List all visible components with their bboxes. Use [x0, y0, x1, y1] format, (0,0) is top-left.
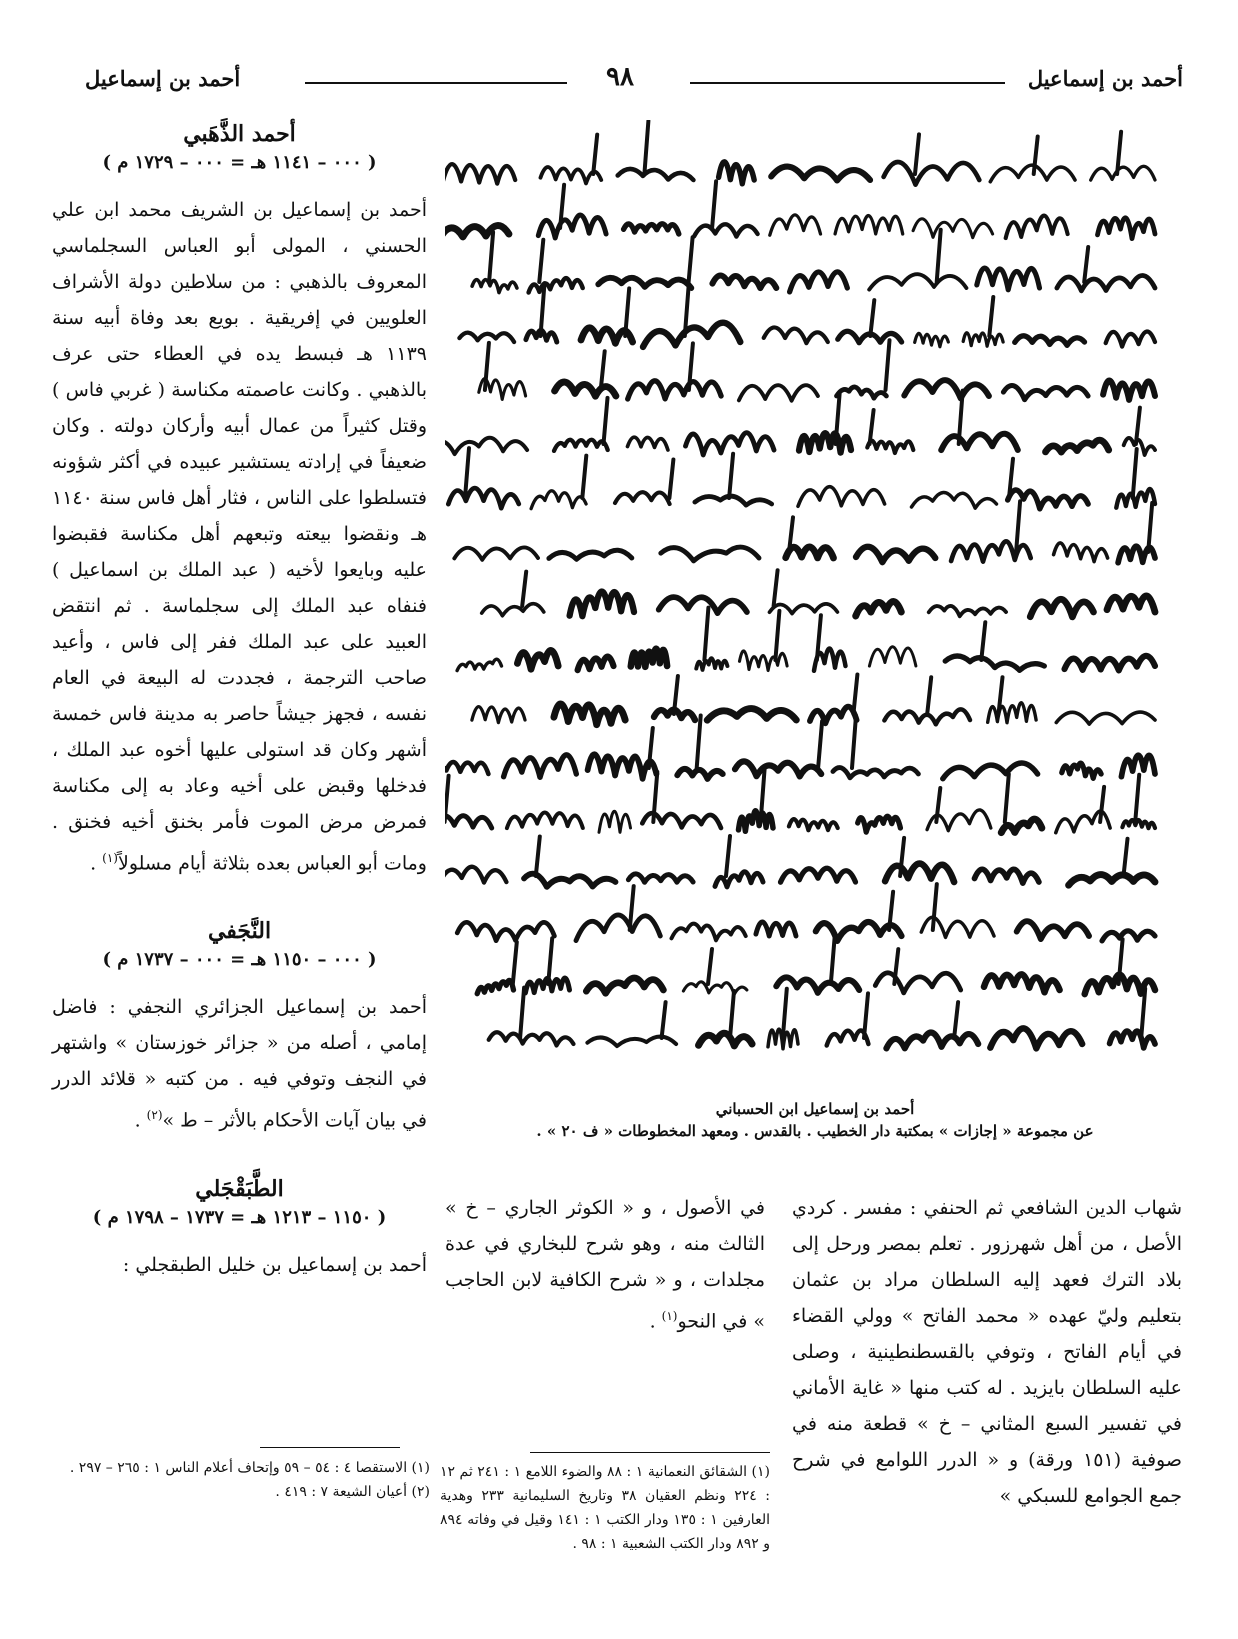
handwriting-stroke	[504, 755, 577, 777]
handwriting-stroke	[1062, 763, 1101, 778]
handwriting-stroke	[1065, 656, 1156, 671]
handwriting-stroke	[915, 134, 919, 174]
handwriting-stroke	[586, 978, 663, 993]
handwriting-stroke	[853, 675, 857, 715]
handwriting-stroke	[694, 224, 758, 236]
entry-tabaqjali	[52, 1173, 427, 1283]
entry-body-text: أحمد بن إسماعيل بن الشريف محمد ابن علي الحسني ، المولى أبو العباس السجلماسي المعروف بالذهبي : من سلاطين دولة الأشراف العلويين في إفريقية . بويع بعد وفاة أبيه سنة ١١٣٩ هـ فبسط يده في العطاء حتى عرف بالذهبي . وكانت عاصمته مكناسة ( غربي فاس ) وقتل كثيراً من عمال أبيه وأركان دولته . وكان ضعيفاً في إرادته يستشير عبيده في أكثر شؤونه فتسلطوا على الناس ، فثار أهل فاس سنة ١١٤٠ هـ ونقضوا بيعته وتبعهم أهل مكناسة فقبضوا عليه وبايعوا لأخيه ( عبد الملك بن اسماعيل ) فنفاه عبد الملك إلى سجلماسة . ثم انتقض العبيد على عبد الملك ففر إلى فاس ، وأعيد صاحب الترجمة ، فجددت له البيعة في العام نفسه ، فجهز جيشاً حاصر به مدينة فاس خمسة أشهر وكان قد استولى عليها أخوه عبد الملك ، فدخلها وقبض على أخيه وعاد به إلى مكناسة فمرض مرض الموت فأمر بخنق أخيه فخنق . ومات أبو العباس بعده بثلاثة أيام مسلولاً	[52, 199, 427, 875]
right-bottom-column: شهاب الدين الشافعي ثم الحنفي : مفسر . كردي الأصل ، من أهل شهرزور . تعلم بمصر ورحل إلى بلاد الترك فعهد إليه السلطان مراد بن عثمان بتعليم وليّ عهده « محمد الفاتح » وولي القضاء في أيام الفاتح ، وتوفي بالقسطنطينية ، وصلى عليه السلطان بايزيد . له كتب منها « غاية الأماني في تفسير السبع المثاني – خ » قطعة منه في صوفية (١٥١ ورقة) و « الدرر اللوامع في شرح جمع الجوامع للسبكي »	[792, 1197, 1182, 1507]
handwriting-stroke	[531, 491, 586, 509]
manuscript-caption	[440, 1098, 1190, 1142]
handwriting-stroke	[1103, 381, 1155, 400]
middle-body-text: في الأصول ، و « الكوثر الجاري – خ » الثالث منه ، وهو شرح للبخاري في عدة مجلدات ، و « شرح الكافية لابن الحاجب » في النحو	[445, 1197, 765, 1333]
handwriting-stroke	[696, 658, 727, 670]
entry-dates: ( ١١٥٠ – ١٢١٣ هـ = ١٧٣٧ – ١٧٩٨ م )	[92, 1206, 387, 1228]
entry-body-text: أحمد بن إسماعيل الجزائري النجفي : فاضل إمامي ، أصله من « جزائر خوزستان » واشتهر في النجف وتوفي فيه . من كتبه « قلائد الدرر في بيان آيات الأحكام بالأثر – ط »	[52, 996, 427, 1132]
handwriting-stroke	[1107, 596, 1155, 612]
entry-title: الطَّبَقْجَلي	[195, 1175, 284, 1202]
handwriting-stroke	[578, 657, 614, 671]
handwriting-stroke	[1003, 386, 1088, 400]
header-rule-right	[690, 82, 1005, 84]
handwriting-stroke	[457, 659, 501, 670]
handwriting-stroke	[833, 768, 919, 778]
handwriting-stroke	[1106, 332, 1155, 347]
handwriting-stroke	[672, 924, 746, 941]
middle-footnotes: (١) الشقائق النعمانية ١ : ٨٨ والضوء اللامع ١ : ٢٤١ ثم ١٢ : ٢٢٤ ونظم العقيان ٣٨ وتاريخ السليمانية ٢٣٣ وهدية العارفين ١ : ١٣٥ ودار الكتب ١ : ١٤١ وقيل في وفاته ٨٩٤ و ٨٩٢ ودار الكتب الشعبية ١ : ٩٨ .	[440, 1464, 771, 1552]
handwriting-stroke	[683, 982, 747, 995]
left-footnotes	[50, 1456, 430, 1504]
middle-bottom-column	[445, 1190, 765, 1339]
handwriting-stroke	[454, 547, 538, 559]
handwriting-stroke	[707, 709, 796, 721]
handwriting-stroke	[867, 441, 913, 453]
handwriting-stroke	[886, 1033, 978, 1049]
handwriting-stroke	[459, 333, 514, 342]
handwriting-stroke	[1091, 166, 1155, 180]
handwriting-stroke	[858, 816, 901, 832]
handwriting-stroke	[599, 811, 631, 832]
running-head-left: أحمد بن إسماعيل	[85, 66, 241, 91]
handwriting-stroke	[1133, 449, 1137, 498]
handwriting-stroke	[837, 387, 887, 398]
handwriting-stroke	[669, 460, 673, 499]
handwriting-stroke	[472, 707, 525, 723]
handwriting-stroke	[945, 656, 1044, 670]
handwriting-stroke	[628, 437, 668, 450]
footnote-rule-left	[260, 1447, 400, 1448]
handwriting-stroke	[522, 572, 526, 606]
handwriting-stroke	[1005, 774, 1009, 822]
handwriting-stroke	[1015, 336, 1085, 346]
handwriting-stroke	[517, 650, 558, 669]
handwriting-stroke	[1001, 819, 1042, 832]
handwriting-stroke	[548, 938, 552, 984]
handwriting-stroke	[588, 754, 657, 779]
handwriting-stroke	[555, 382, 616, 396]
handwriting-stroke	[929, 606, 1006, 616]
handwriting-stroke	[852, 716, 856, 768]
handwriting-stroke	[615, 492, 670, 504]
handwriting-stroke	[489, 1032, 574, 1045]
handwriting-stroke	[856, 547, 935, 562]
handwriting-stroke	[482, 604, 544, 616]
entry-body: أحمد بن إسماعيل الجزائري النجفي : فاضل إمامي ، أصله من « جزائر خوزستان » واشتهر في النجف وتوفي فيه . من كتبه « قلائد الدرر في بيان آيات الأحكام بالأثر – ط »$^{(٢)}$ .	[52, 996, 427, 1132]
handwriting-stroke	[520, 988, 524, 1038]
handwriting-stroke	[1057, 276, 1155, 291]
handwriting-stroke	[915, 333, 949, 346]
entry-title: أحمد الذَّهَبي	[183, 121, 296, 147]
handwriting-stroke	[990, 1028, 1082, 1048]
handwriting-stroke	[593, 135, 597, 174]
handwriting-stroke	[730, 991, 734, 1038]
handwriting-stroke	[472, 280, 517, 293]
handwriting-stroke	[445, 438, 527, 454]
handwriting-stroke	[1017, 921, 1089, 939]
handwriting-stroke	[598, 278, 691, 288]
handwriting-stroke	[954, 1002, 958, 1038]
handwriting-stroke	[1124, 839, 1128, 876]
handwriting-stroke	[977, 268, 1040, 290]
handwriting-stroke	[529, 278, 583, 292]
handwriting-stroke	[984, 974, 1060, 992]
handwriting-stroke	[789, 819, 838, 830]
handwriting-stroke	[507, 813, 583, 829]
handwriting-stroke	[869, 274, 966, 289]
handwriting-stroke	[618, 169, 694, 180]
handwriting-stroke	[445, 762, 488, 778]
handwriting-stroke	[1046, 440, 1109, 452]
handwriting-stroke	[943, 763, 1038, 779]
handwriting-stroke	[1102, 931, 1155, 941]
entry-najafi	[52, 915, 427, 1138]
handwriting-stroke	[686, 433, 775, 455]
handwriting-stroke	[1069, 875, 1155, 886]
handwriting-stroke	[662, 1002, 666, 1038]
handwriting-stroke	[708, 949, 712, 984]
handwriting-stroke	[771, 167, 870, 181]
handwriting-stroke	[799, 433, 851, 452]
handwriting-stroke	[1030, 599, 1093, 617]
handwriting-stroke	[644, 121, 648, 174]
handwriting-stroke	[445, 814, 492, 828]
handwriting-stroke	[549, 550, 632, 559]
handwriting-stroke	[904, 380, 989, 398]
handwriting-stroke	[933, 884, 937, 930]
handwriting-stroke	[1006, 216, 1068, 238]
page-number: ٩٨	[606, 62, 634, 92]
handwriting-stroke	[798, 487, 885, 507]
left-column	[52, 118, 427, 1283]
handwriting-stroke	[1148, 503, 1152, 552]
handwriting-stroke	[697, 716, 701, 769]
handwriting-stroke	[941, 434, 1018, 450]
handwriting-stroke	[735, 761, 821, 776]
handwriting-stroke	[554, 440, 608, 451]
footnote-2: (٢) أعيان الشيعة ٧ : ٤١٩ .	[275, 1484, 430, 1500]
handwriting-stroke	[810, 707, 857, 724]
handwriting-stroke	[712, 181, 716, 228]
handwriting-stroke	[764, 327, 828, 343]
handwriting-stroke	[631, 649, 667, 667]
caption-line-1: أحمد بن إسماعيل ابن الحسباني	[715, 1100, 915, 1118]
handwriting-stroke	[604, 398, 608, 444]
handwriting-stroke	[790, 272, 848, 292]
handwriting-stroke	[1100, 787, 1104, 822]
handwriting-stroke	[818, 721, 822, 768]
handwriting-stroke	[576, 915, 660, 941]
handwriting-stroke	[704, 608, 708, 660]
handwriting-stroke	[712, 276, 776, 289]
handwriting-stroke	[445, 160, 515, 184]
handwriting-stroke	[975, 869, 1039, 883]
handwriting-stroke	[885, 864, 954, 882]
handwriting-stroke	[715, 872, 763, 887]
footnote-rule-middle	[530, 1452, 770, 1453]
handwriting-stroke	[445, 225, 509, 238]
handwriting-stroke	[536, 837, 540, 877]
handwriting-stroke	[624, 224, 679, 234]
handwriting-stroke	[1135, 775, 1139, 822]
footnote-mark: (١)	[102, 851, 118, 865]
manuscript-scribbles	[445, 120, 1185, 1095]
handwriting-stroke	[630, 886, 634, 930]
handwriting-stroke	[726, 836, 730, 876]
handwriting-stroke	[831, 935, 835, 984]
handwriting-stroke	[856, 602, 902, 616]
handwriting-stroke	[776, 977, 859, 992]
handwriting-stroke	[489, 232, 493, 282]
handwriting-stroke	[913, 219, 993, 238]
handwriting-stroke	[781, 868, 856, 882]
handwriting-stroke	[539, 240, 543, 282]
handwriting-stroke	[927, 677, 931, 714]
handwriting-stroke	[699, 1033, 753, 1046]
handwriting-stroke	[875, 973, 960, 993]
handwriting-stroke	[1054, 543, 1108, 562]
handwriting-stroke	[1116, 489, 1155, 508]
handwriting-stroke	[739, 385, 818, 400]
handwriting-stroke	[628, 874, 693, 882]
middle-body-end: .	[649, 1310, 662, 1333]
handwriting-stroke	[659, 597, 747, 613]
entry-dates: ( ٠٠٠ – ١١٤١ هـ = ٠٠٠ – ١٧٢٩ م )	[102, 152, 377, 173]
handwriting-stroke	[869, 647, 916, 666]
handwriting-stroke	[1016, 501, 1020, 552]
caption-line-2: عن مجموعة « إجازات » بمكتبة دار الخطيب . بالقدس . ومعهد المخطوطات « ف ٢٠ » .	[536, 1122, 1094, 1140]
handwriting-stroke	[689, 237, 693, 282]
handwriting-stroke	[786, 547, 834, 558]
handwriting-stroke	[770, 215, 821, 235]
handwriting-stroke	[1124, 438, 1155, 455]
handwriting-stroke	[1110, 1031, 1155, 1048]
handwriting-stroke	[538, 215, 606, 238]
handwriting-stroke	[937, 230, 941, 282]
handwriting-stroke	[554, 704, 625, 725]
handwriting-stroke	[477, 980, 513, 993]
footnote-mark: (٢)	[146, 1108, 163, 1123]
handwriting-stroke	[695, 496, 772, 505]
handwriting-stroke	[513, 942, 517, 984]
handwriting-stroke	[445, 867, 506, 884]
handwriting-stroke	[775, 611, 779, 660]
entry-body: أحمد بن إسماعيل بن خليل الطبقجلي :	[122, 1253, 427, 1276]
header-rule-left	[305, 82, 567, 84]
handwriting-stroke	[1122, 820, 1155, 828]
handwriting-stroke	[886, 340, 890, 390]
footnote-1: (١) الاستقصا ٤ : ٥٤ – ٥٩ وإتحاف أعلام الناس ١ : ٢٦٥ – ٢٩٧ .	[69, 1460, 430, 1476]
handwriting-stroke	[1084, 247, 1088, 282]
handwriting-stroke	[677, 769, 722, 779]
handwriting-stroke	[582, 456, 586, 498]
entry-dates: ( ٠٠٠ – ١١٥٠ هـ = ٠٠٠ – ١٧٣٧ م )	[102, 949, 377, 971]
handwriting-stroke	[989, 297, 993, 336]
handwriting-stroke	[756, 922, 796, 936]
entry-title: النَّجَفي	[207, 918, 272, 945]
handwriting-stroke	[884, 162, 980, 185]
entry-body: أحمد بن إسماعيل بن الشريف محمد ابن علي الحسني ، المولى أبو العباس السجلماسي المعروف بالذهبي : من سلاطين دولة الأشراف العلويين في إفريقية . بويع بعد وفاة أبيه سنة ١١٣٩ هـ فبسط يده في العطاء حتى عرف بالذهبي . وكانت عاصمته مكناسة ( غربي فاس ) وقتل كثيراً من عمال أبيه وأركان دولته . وكان ضعيفاً في إرادته يستشير عبيده في أكثر شؤونه فتسلطوا على الناس ، فثار أهل فاس سنة ١١٤٠ هـ ونقضوا بيعته وتبعهم أهل مكناسة فقبضوا عليه وبايعوا لأخيه ( عبد الملك بن اسماعيل ) فنفاه عبد الملك إلى سجلماسة . ثم انتقض العبيد على عبد الملك ففر إلى فاس ، وأعيد صاحب الترجمة ، فجددت له البيعة في العام نفسه ، فجهز جيشاً حاصر به مدينة فاس خمسة أشهر وكان قد استولى عليها أخوه عبد الملك ، فدخلها وقبض على أخيه وعاد به إلى مكناسة فمرض مرض الموت فأمر بخنق أخيه فخنق . ومات أبو العباس بعده بثلاثة أيام مسلولاً$^{(١)}$ .	[52, 199, 427, 875]
handwriting-stroke	[988, 703, 1036, 723]
handwriting-stroke	[981, 622, 985, 660]
handwriting-stroke	[628, 381, 721, 399]
running-head-right: أحمد بن إسماعيل	[1027, 66, 1183, 91]
handwriting-stroke	[774, 570, 778, 606]
handwriting-stroke	[739, 811, 774, 832]
handwriting-stroke	[951, 541, 1031, 561]
handwriting-stroke	[661, 547, 759, 561]
handwriting-stroke	[864, 993, 868, 1038]
handwriting-stroke	[457, 922, 554, 940]
handwriting-stroke	[729, 454, 733, 498]
entry-dhahabi	[52, 118, 427, 881]
handwriting-stroke	[912, 492, 997, 508]
handwriting-stroke	[963, 333, 1003, 346]
handwriting-stroke	[740, 651, 788, 671]
handwriting-stroke	[870, 300, 874, 336]
handwriting-stroke	[1056, 712, 1155, 724]
handwriting-stroke	[448, 488, 519, 508]
handwriting-stroke	[719, 162, 755, 184]
handwriting-stroke	[570, 591, 634, 616]
page-header	[55, 62, 1183, 102]
handwritten-manuscript-image	[445, 120, 1185, 1095]
footnote-mark: (١)	[661, 1309, 678, 1323]
handwriting-stroke	[1098, 218, 1156, 239]
handwriting-stroke	[835, 216, 903, 234]
